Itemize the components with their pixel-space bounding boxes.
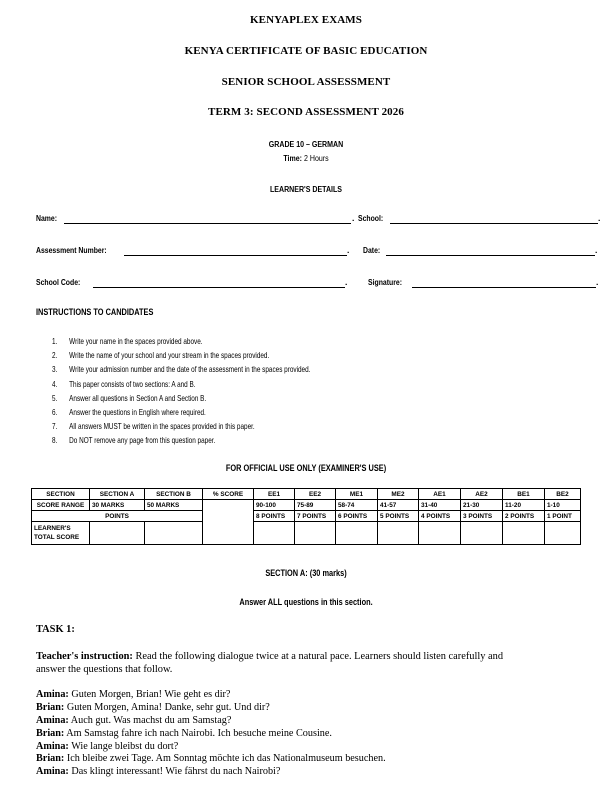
points-cell: 4 POINTS xyxy=(419,511,461,522)
points-label: POINTS xyxy=(32,511,203,522)
points-cell: 5 POINTS xyxy=(378,511,419,522)
dialogue-line: Amina: Guten Morgen, Brian! Wie geht es dir? xyxy=(36,689,231,700)
official-score-table xyxy=(31,488,581,545)
official-use-heading: FOR OFFICIAL USE ONLY (EXAMINER'S USE) xyxy=(225,463,387,473)
school-code-field[interactable] xyxy=(93,287,345,288)
school-field-end: . xyxy=(598,213,601,223)
instruction-item: 7. All answers MUST be written in the spaces provided in this paper. xyxy=(52,422,255,432)
instruction-item: 8. Do NOT remove any page from this question paper. xyxy=(52,436,216,446)
date-field[interactable] xyxy=(386,255,595,256)
header-percent-score: % SCORE xyxy=(203,489,254,500)
instructions-heading: INSTRUCTIONS TO CANDIDATES xyxy=(36,307,154,317)
admission-label: Assessment Number: xyxy=(36,245,107,255)
admission-field-end: . xyxy=(347,245,350,255)
header-me2: ME2 xyxy=(378,489,419,500)
instruction-item: 6. Answer the questions in English where required. xyxy=(52,407,206,417)
section-b-score-cell[interactable] xyxy=(145,522,203,545)
points-row xyxy=(32,511,581,522)
range-cell: 21-30 xyxy=(461,500,503,511)
range-cell: 58-74 xyxy=(336,500,378,511)
dialogue-line: Brian: Am Samstag fahre ich nach Nairobi. Ich besuche meine Cousine. xyxy=(36,727,332,739)
instruction-item: 3. Write your admission number and the date of the assessment in the spaces provided. xyxy=(52,365,311,375)
points-cell: 1 POINT xyxy=(545,511,581,522)
school-code-label: School Code: xyxy=(36,277,81,287)
learner-total-row xyxy=(32,522,581,545)
score-table-header-row xyxy=(32,489,581,500)
dialogue-line: Amina: Auch gut. Was machst du am Samstag? xyxy=(36,714,232,726)
dialogue xyxy=(36,689,386,779)
header-section-b: SECTION B xyxy=(145,489,203,500)
learner-total-label: LEARNER'S TOTAL SCORE xyxy=(32,522,90,545)
teacher-instruction-text: Read the following dialogue twice at a natural pace. Learners should listen carefully and xyxy=(132,651,504,662)
grade-subject: GRADE 10 – GERMAN xyxy=(268,139,344,149)
section-a-score-cell[interactable] xyxy=(90,522,145,545)
section-a-marks: 30 MARKS xyxy=(90,500,145,511)
ee2-score-cell[interactable] xyxy=(295,522,336,545)
range-cell: 75-89 xyxy=(295,500,336,511)
exam-body-title: KENYAPLEX EXAMS xyxy=(249,14,363,26)
instructions-list xyxy=(52,335,310,449)
be2-score-cell[interactable] xyxy=(545,522,581,545)
time-value: 2 Hours xyxy=(302,153,329,163)
points-cell: 6 POINTS xyxy=(336,511,378,522)
header-ae2: AE2 xyxy=(461,489,503,500)
header-ae1: AE1 xyxy=(419,489,461,500)
header-be1: BE1 xyxy=(503,489,545,500)
header-me1: ME1 xyxy=(336,489,378,500)
learner-details-heading: LEARNER'S DETAILS xyxy=(269,184,343,194)
range-cell: 41-57 xyxy=(378,500,419,511)
header-section: SECTION xyxy=(32,489,90,500)
dialogue-line: Amina: Wie lange bleibst du dort? xyxy=(36,740,179,752)
certificate-title: KENYA CERTIFICATE OF BASIC EDUCATION xyxy=(184,45,428,57)
signature-field[interactable] xyxy=(412,287,596,288)
range-cell: 90-100 xyxy=(254,500,295,511)
dialogue-line: Amina: Das klingt interessant! Wie fährst du nach Nairobi? xyxy=(36,766,281,778)
term-title: TERM 3: SECOND ASSESSMENT 2026 xyxy=(208,106,404,118)
school-label: School: xyxy=(358,213,384,223)
section-a-instruction: Answer ALL questions in this section. xyxy=(239,597,373,607)
teacher-instruction-label: Teacher's instruction: xyxy=(36,651,133,662)
signature-field-end: . xyxy=(596,277,599,287)
header-section-a: SECTION A xyxy=(90,489,145,500)
teacher-instruction xyxy=(36,650,581,677)
me1-score-cell[interactable] xyxy=(336,522,378,545)
dialogue-line: Brian: Guten Morgen, Amina! Danke, sehr gut. Und dir? xyxy=(36,701,270,713)
date-field-end: . xyxy=(595,245,598,255)
time-allowed xyxy=(55,153,557,163)
task-title: TASK 1: xyxy=(36,624,75,635)
name-field-end: . xyxy=(352,213,355,223)
points-cell: 3 POINTS xyxy=(461,511,503,522)
instruction-item: 5. Answer all questions in Section A and Section B. xyxy=(52,393,207,403)
section-a-heading: SECTION A: (30 marks) xyxy=(265,568,347,578)
percent-score-cell[interactable] xyxy=(203,500,254,545)
instruction-item: 2. Write the name of your school and your stream in the spaces provided. xyxy=(52,351,270,361)
score-range-row xyxy=(32,500,581,511)
header-ee2: EE2 xyxy=(295,489,336,500)
ae2-score-cell[interactable] xyxy=(461,522,503,545)
school-field[interactable] xyxy=(390,223,598,224)
instruction-item: 1. Write your name in the spaces provided above. xyxy=(52,337,203,346)
signature-label: Signature: xyxy=(368,277,402,287)
me2-score-cell[interactable] xyxy=(378,522,419,545)
points-cell: 8 POINTS xyxy=(254,511,295,522)
header-ee1: EE1 xyxy=(254,489,295,500)
name-field[interactable] xyxy=(64,223,351,224)
admission-field[interactable] xyxy=(124,255,347,256)
date-label: Date: xyxy=(363,245,381,255)
teacher-instruction-text-2: answer the questions that follow. xyxy=(36,664,173,676)
school-code-field-end: . xyxy=(345,277,348,287)
range-cell: 11-20 xyxy=(503,500,545,511)
header-be2: BE2 xyxy=(545,489,581,500)
name-label: Name: xyxy=(36,213,58,223)
dialogue-line: Brian: Ich bleibe zwei Tage. Am Sonntag möchte ich das Nationalmuseum besuchen. xyxy=(36,753,386,765)
range-cell: 31-40 xyxy=(419,500,461,511)
points-cell: 2 POINTS xyxy=(503,511,545,522)
range-cell: 1-10 xyxy=(545,500,581,511)
be1-score-cell[interactable] xyxy=(503,522,545,545)
instruction-item: 4. This paper consists of two sections: A and B. xyxy=(52,379,196,389)
time-label: Time: xyxy=(283,153,303,163)
ae1-score-cell[interactable] xyxy=(419,522,461,545)
score-range-label: SCORE RANGE xyxy=(32,500,90,511)
section-b-marks: 50 MARKS xyxy=(145,500,203,511)
ee1-score-cell[interactable] xyxy=(254,522,295,545)
points-cell: 7 POINTS xyxy=(295,511,336,522)
assessment-title: SENIOR SCHOOL ASSESSMENT xyxy=(221,76,391,88)
